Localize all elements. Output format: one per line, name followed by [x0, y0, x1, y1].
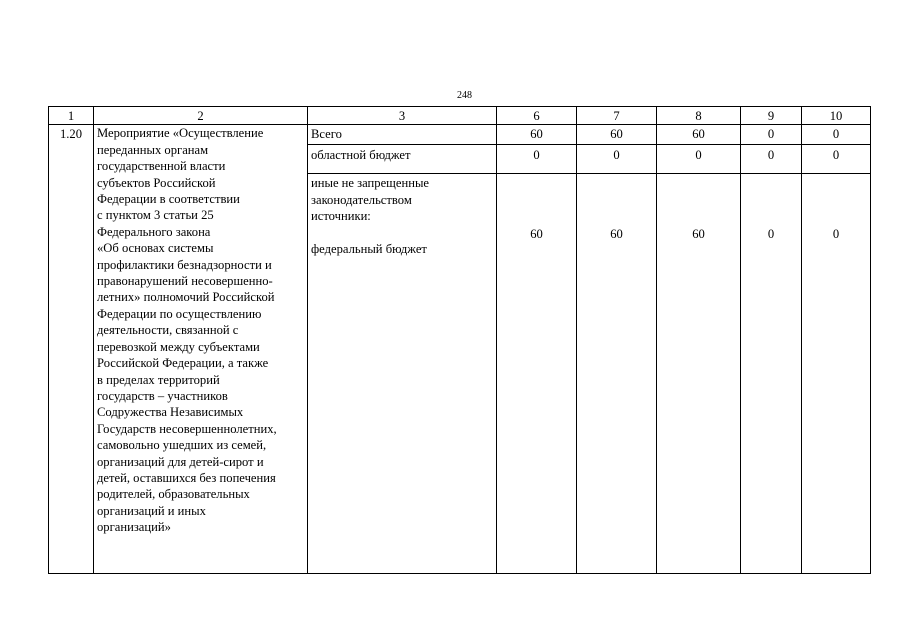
activity-description-line: Российской Федерации, а также [97, 356, 269, 371]
value-col7-other-text: 60 [610, 227, 623, 242]
activity-description-line: организаций и иных [97, 503, 206, 518]
value-col6-total: 60 [497, 125, 577, 145]
value-col9-regional: 0 [741, 145, 802, 174]
header-cell-1: 1 [49, 107, 94, 125]
activity-description-line: летних» полномочий Российской [97, 290, 275, 305]
value-col8-other-text: 60 [692, 227, 705, 242]
activity-description-text [97, 125, 304, 535]
value-col10-regional: 0 [802, 145, 871, 174]
federal-budget-label: федеральный бюджет [311, 242, 427, 257]
header-cell-3: 3 [308, 107, 497, 125]
activity-description-line: родителей, образовательных [97, 487, 250, 502]
table-header-row [49, 107, 871, 125]
header-cell-7: 7 [577, 107, 657, 125]
activity-description-line: правонарушений несовершенно- [97, 274, 273, 289]
value-col8-total: 60 [657, 125, 741, 145]
value-col9-total: 0 [741, 125, 802, 145]
activity-description-line: организаций для детей-сирот и [97, 454, 264, 469]
spacer [311, 225, 493, 241]
funding-source-other [308, 174, 497, 574]
header-cell-10: 10 [802, 107, 871, 125]
value-col7-regional: 0 [577, 145, 657, 174]
value-col9-other [741, 174, 802, 574]
page-number: 248 [457, 90, 472, 101]
activity-description-line: Федерации в соответствии [97, 192, 240, 207]
activity-description-line: деятельности, связанной с [97, 323, 239, 338]
row-id: 1.20 [49, 125, 94, 574]
activity-description-line: Федерального закона [97, 224, 211, 239]
activity-description-line: государственной власти [97, 159, 226, 174]
value-col6-other-text: 60 [530, 227, 543, 242]
value-col8-other [657, 174, 741, 574]
activity-description-line: «Об основах системы [97, 241, 214, 256]
table-row-total [49, 125, 871, 145]
activity-description-line: Содружества Независимых [97, 405, 244, 420]
activity-description-line: перевозкой между субъектами [97, 339, 260, 354]
activity-description-line: субъектов Российской [97, 175, 216, 190]
activity-description-line: детей, оставшихся без попечения [97, 470, 276, 485]
value-col10-total: 0 [802, 125, 871, 145]
other-sources-line-3: источники: [311, 209, 371, 224]
activity-description-line: Мероприятие «Осуществление [97, 126, 264, 141]
activity-description-line: в пределах территорий [97, 372, 220, 387]
value-col7-other [577, 174, 657, 574]
other-sources-line-2: законодательством [311, 192, 412, 207]
other-sources-line-1: иные не запрещенные [311, 176, 429, 191]
value-col6-regional: 0 [497, 145, 577, 174]
funding-source-total: Всего [308, 125, 497, 145]
value-col9-other-text: 0 [767, 227, 775, 242]
value-col6-other [497, 174, 577, 574]
header-cell-2: 2 [94, 107, 308, 125]
funding-source-regional: областной бюджет [308, 145, 497, 174]
activity-description-line: Государств несовершеннолетних, [97, 421, 277, 436]
activity-description-line: Федерации по осуществлению [97, 306, 262, 321]
header-cell-8: 8 [657, 107, 741, 125]
value-col7-total: 60 [577, 125, 657, 145]
header-cell-9: 9 [741, 107, 802, 125]
activity-description-line: переданных органам [97, 142, 209, 157]
activity-description-line: профилактики безнадзорности и [97, 257, 272, 272]
value-col8-regional: 0 [657, 145, 741, 174]
value-col10-other-text: 0 [832, 227, 840, 242]
activity-description [94, 125, 308, 574]
header-cell-6: 6 [497, 107, 577, 125]
activity-description-line: самовольно ушедших из семей, [97, 438, 267, 453]
activity-description-line: с пунктом 3 статьи 25 [97, 208, 214, 223]
budget-table [48, 106, 871, 574]
activity-description-line: организаций» [97, 520, 171, 535]
activity-description-line: государств – участников [97, 388, 228, 403]
value-col10-other [802, 174, 871, 574]
